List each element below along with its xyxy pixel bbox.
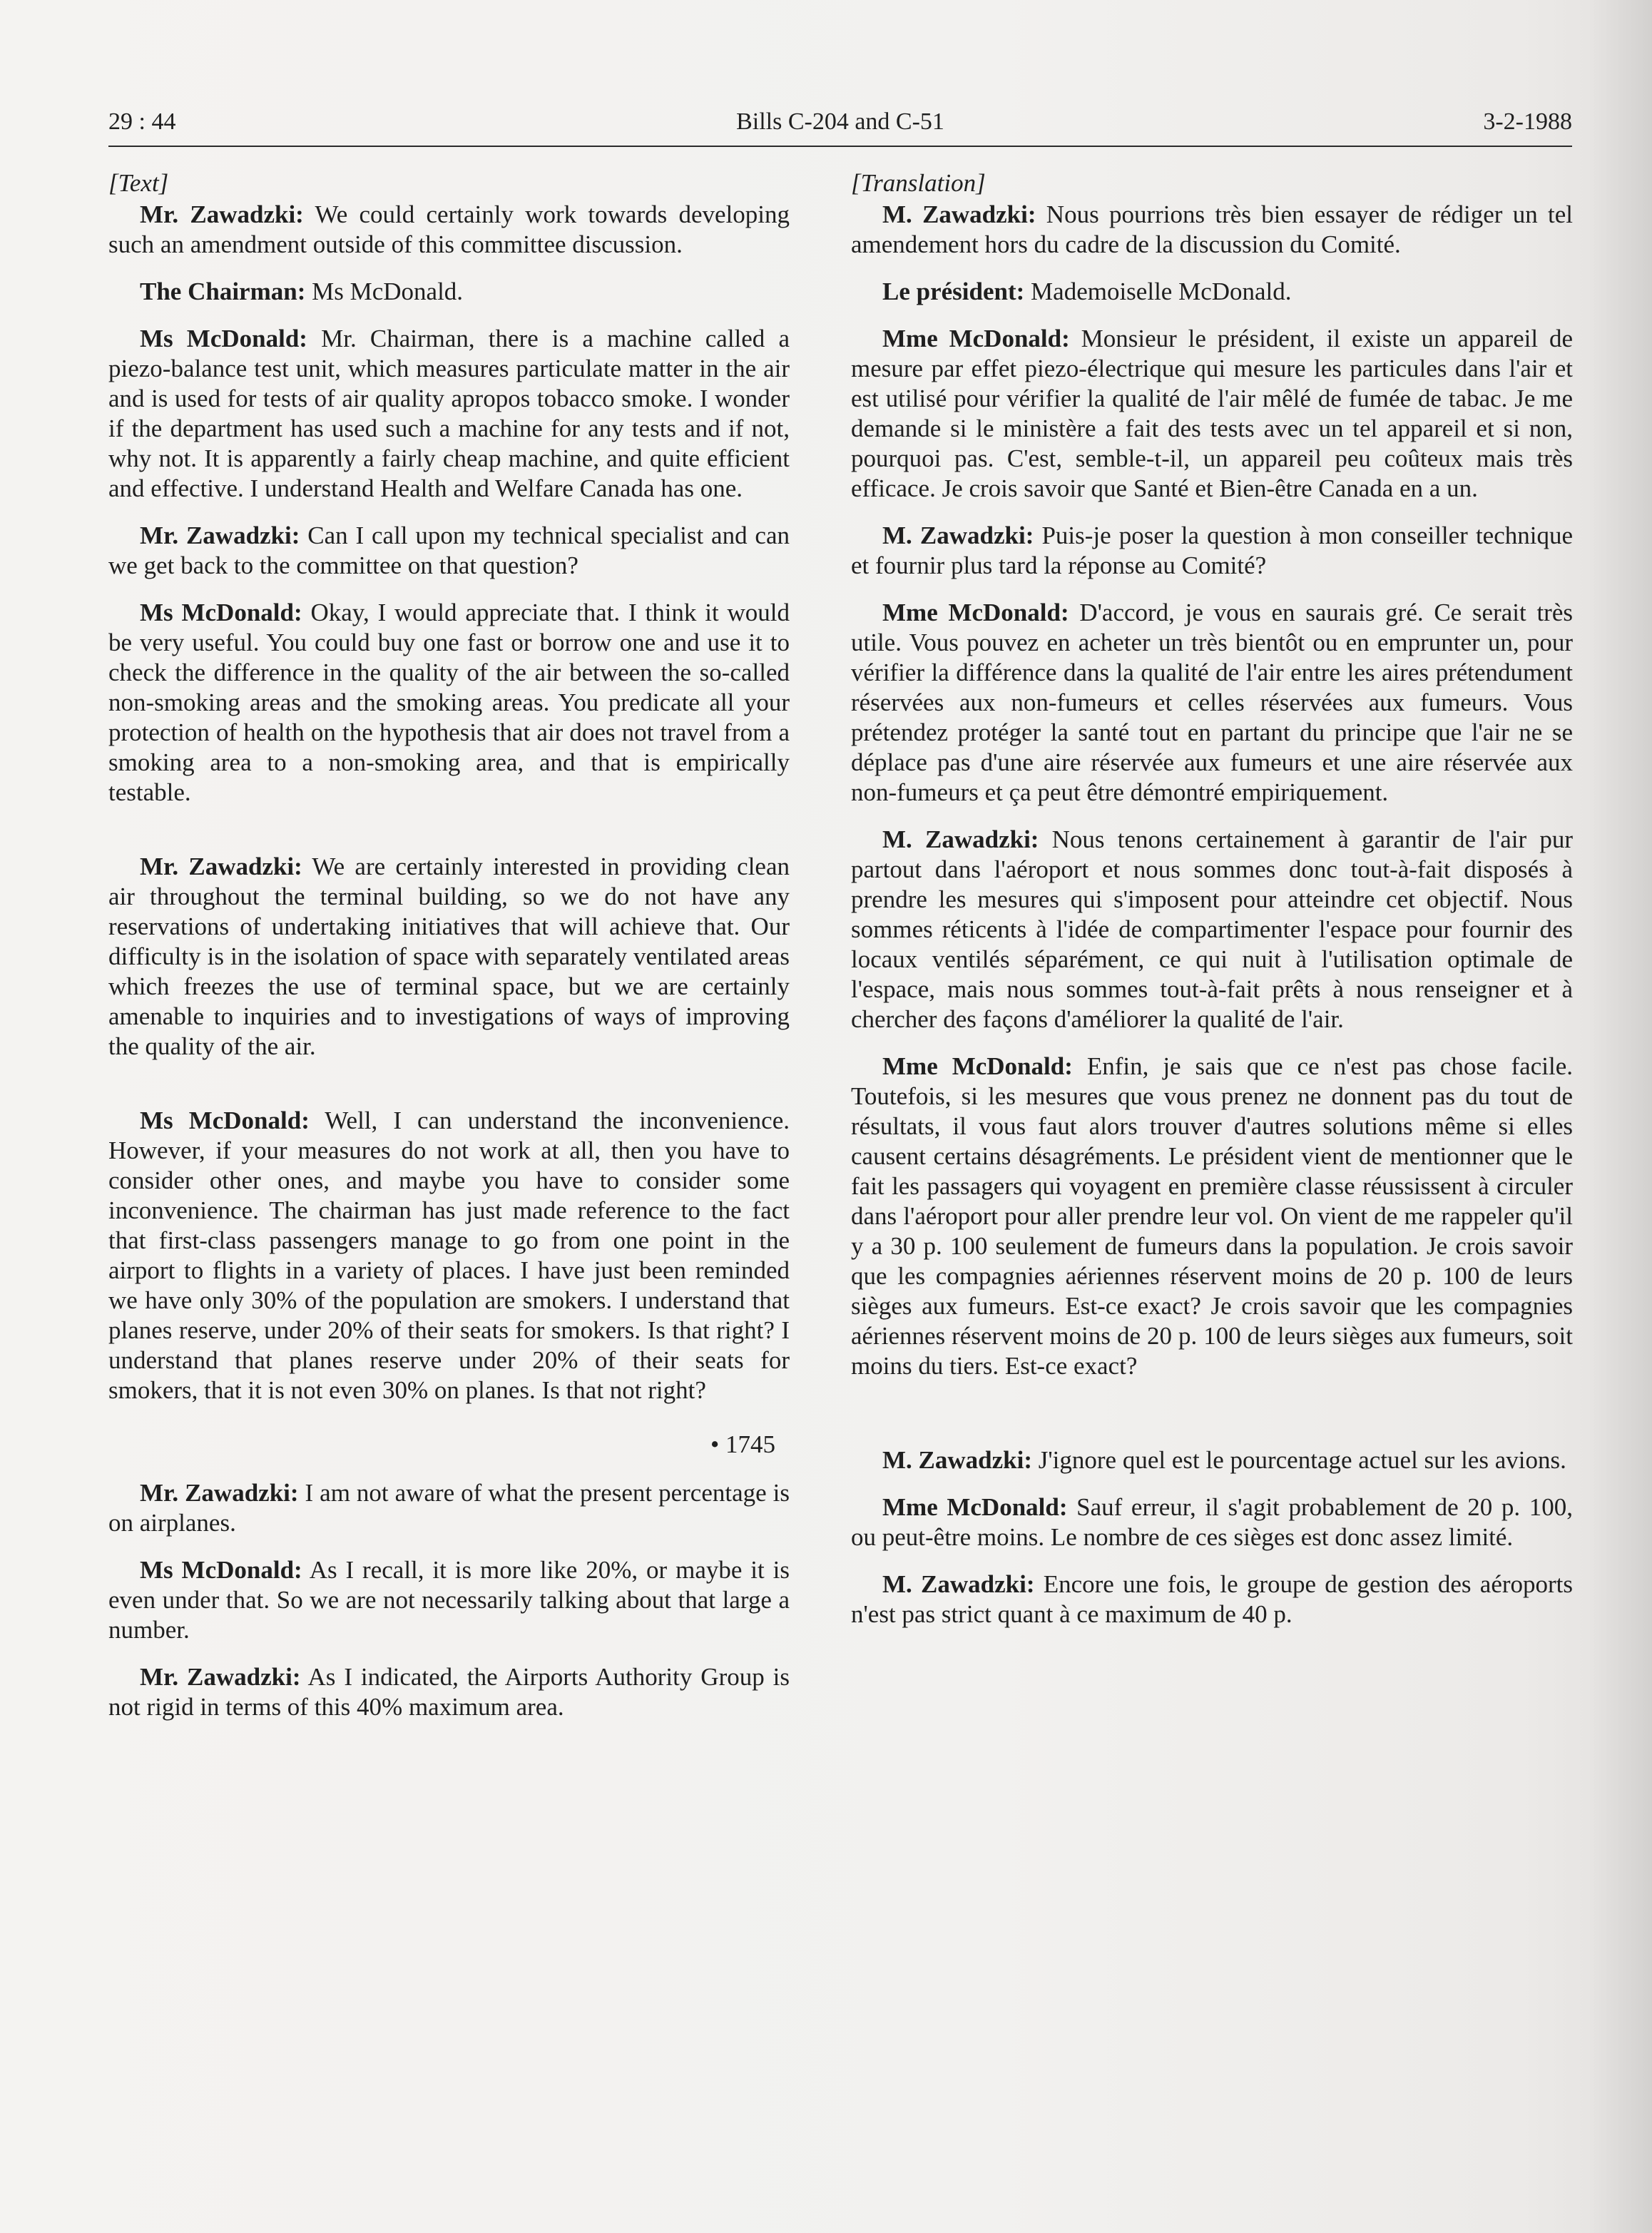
speech-paragraph xyxy=(851,200,1573,260)
speaker-name: Mme McDonald: xyxy=(882,1493,1068,1521)
speech-paragraph xyxy=(108,1478,790,1538)
speech-paragraph xyxy=(851,1445,1573,1475)
time-marker: • 1745 xyxy=(710,1430,775,1458)
speech-text: Monsieur le président, il existe un appareil de mesure par effet piezo-électrique qui mesure les particules dans l'air et est utilisé pour vérifier la qualité de l'air mêlé de fumée de tabac. Je me demande si le ministère a fait des tests avec un tel appareil et si non, pourquoi pas. C'est, semble-t-il, un appareil peu coûteux mais très efficace. Je crois savoir que Santé et Bien-être Canada en a un. xyxy=(851,325,1573,502)
speech-text: D'accord, je vous en saurais gré. Ce serait très utile. Vous pouvez en acheter un très bientôt ou en emprunter un, pour vérifier la différence dans la qualité de l'air entre les aires prétendument réservées aux non-fumeurs et celles réservées aux fumeurs. Vous prétendez protéger la santé tout en partant du principe que l'air ne se déplace pas d'une aire réservée aux fumeurs et une aire réservée aux non-fumeurs et ça peut être démontré empiriquement. xyxy=(851,599,1573,806)
speech-paragraph xyxy=(108,1106,790,1405)
speech-text: Encore une fois, le groupe de gestion des aéroports n'est pas strict quant à ce maximum de 40 p. xyxy=(851,1570,1574,1628)
speech-paragraph xyxy=(108,1662,790,1722)
speaker-name: M. Zawadzki: xyxy=(882,1570,1035,1598)
speech-paragraph xyxy=(851,1052,1573,1381)
speaker-name: Mr. Zawadzki: xyxy=(140,522,300,549)
english-column xyxy=(108,168,790,1739)
speaker-name: Ms McDonald: xyxy=(140,599,302,626)
speaker-name: M. Zawadzki: xyxy=(882,522,1034,549)
speaker-name: M. Zawadzki: xyxy=(882,825,1039,853)
speech-paragraph xyxy=(851,277,1573,307)
speech-text: Nous tenons certainement à garantir de l'air pur partout dans l'aéroport et nous sommes donc tout-à-fait disposés à prendre les mesures qui s'imposent pour atteindre cet objectif. Nous sommes réticents à l'idée de compartimenter l'espace pour fournir des locaux ventilés séparément, ce qui nuit à l'utilisation optimale de l'espace, mais nous sommes tout-à-fait prêts à nous renseigner et à chercher des façons d'améliorer la qualité de l'air. xyxy=(851,825,1574,1033)
speech-paragraph xyxy=(108,324,790,504)
speaker-name: Le président: xyxy=(882,278,1025,305)
speech-text: J'ignore quel est le pourcentage actuel sur les avions. xyxy=(1032,1446,1566,1474)
speech-text: Can I call upon my technical specialist and can we get back to the committee on that question? xyxy=(108,522,790,579)
speaker-name: Mme McDonald: xyxy=(882,325,1070,352)
binding-shadow xyxy=(1588,0,1652,2233)
speech-paragraph xyxy=(108,521,790,581)
speech-paragraph xyxy=(108,277,790,307)
speech-text: As I recall, it is more like 20%, or maybe it is even under that. So we are not necessarily talking about that large a number. xyxy=(108,1556,790,1644)
speech-paragraph xyxy=(851,598,1573,808)
speaker-name: Mr. Zawadzki: xyxy=(140,853,302,880)
section-label: [Text] xyxy=(108,169,169,197)
speech-text: Mr. Chairman, there is a machine called a piezo-balance test unit, which measures particulate matter in the air and is used for tests of air quality apropos tobacco smoke. I wonder if the department has used such a machine for any tests and if not, why not. It is apparently a fairly cheap machine, and quite efficient and effective. I understand Health and Welfare Canada has one. xyxy=(108,325,790,502)
section-label: [Translation] xyxy=(851,169,986,197)
page-title: Bills C-204 and C-51 xyxy=(736,108,944,135)
speech-text: Nous pourrions très bien essayer de rédiger un tel amendement hors du cadre de la discussion du Comité. xyxy=(851,200,1574,258)
speaker-name: The Chairman: xyxy=(140,278,306,305)
speech-paragraph xyxy=(851,825,1573,1034)
speaker-name: Mr. Zawadzki: xyxy=(140,1663,301,1691)
speech-text: Sauf erreur, il s'agit probablement de 20 p. 100, ou peut-être moins. Le nombre de ces sièges est donc assez limité. xyxy=(851,1493,1573,1551)
speaker-name: Ms McDonald: xyxy=(140,1107,310,1134)
speech-paragraph xyxy=(851,521,1573,581)
speech-text: Ms McDonald. xyxy=(305,278,464,305)
speech-text: Okay, I would appreciate that. I think it would be very useful. You could buy one fast or borrow one and use it to check the difference in the quality of the air between the so-called non-smoking areas and the smoking areas. You predicate all your protection of health on the hypothesis that air does not travel from a smoking area to a non-smoking area, and that is empirically testable. xyxy=(108,599,790,806)
speaker-name: Mme McDonald: xyxy=(882,1052,1073,1080)
speech-paragraph xyxy=(108,598,790,808)
speech-text: We are certainly interested in providing clean air throughout the terminal building, so we do not have any reservations of undertaking initiatives that will achieve that. Our difficulty is in the isolation of space with separately ventilated areas which freezes the use of terminal space, but we are certainly amenable to inquiries and to investigations of ways of improving the quality of the air. xyxy=(108,853,790,1060)
french-column xyxy=(851,168,1573,1647)
speech-paragraph xyxy=(851,1492,1573,1552)
speaker-name: Mme McDonald: xyxy=(882,599,1069,626)
speech-paragraph xyxy=(108,852,790,1062)
speech-paragraph xyxy=(851,1570,1573,1629)
header-rule xyxy=(108,146,1572,147)
speech-text: I am not aware of what the present percentage is on airplanes. xyxy=(108,1479,790,1537)
page-number: 29 : 44 xyxy=(108,108,176,135)
running-header xyxy=(108,108,1572,144)
speech-text: Puis-je poser la question à mon conseiller technique et fournir plus tard la réponse au Comité? xyxy=(851,522,1573,579)
speaker-name: Mr. Zawadzki: xyxy=(140,200,304,228)
speech-paragraph xyxy=(851,324,1573,504)
speech-text: We could certainly work towards developing such an amendment outside of this committee discussion. xyxy=(108,200,790,258)
speaker-name: Mr. Zawadzki: xyxy=(140,1479,299,1507)
speaker-name: Ms McDonald: xyxy=(140,1556,302,1584)
speaker-name: M. Zawadzki: xyxy=(882,200,1036,228)
page-date: 3-2-1988 xyxy=(1483,108,1572,135)
speaker-name: Ms McDonald: xyxy=(140,325,307,352)
speech-text: Mademoiselle McDonald. xyxy=(1024,278,1292,305)
speaker-name: M. Zawadzki: xyxy=(882,1446,1032,1474)
speech-text: Well, I can understand the inconvenience. However, if your measures do not work at all, then you have to consider other ones, and maybe you have to consider some inconvenience. The chairman has just made reference to the fact that first-class passengers manage to go from one point in the airport to flights in a variety of places. I have just been reminded we have only 30% of the population are smokers. I understand that planes reserve, under 20% of their seats for smokers. Is that right? I understand that planes reserve under 20% of their seats for smokers, that it is not even 30% on planes. Is that not right? xyxy=(108,1107,790,1404)
speech-text: Enfin, je sais que ce n'est pas chose facile. Toutefois, si les mesures que vous prenez ne donnent pas du tout de résultats, il vous faut alors trouver d'autres solutions même si elles causent certains désagréments. Le président vient de mentionner que le fait les passagers qui voyagent en première classe réussissent à circuler dans l'aéroport pour aller prendre leur vol. On vient de me rappeler qu'il y a 30 p. 100 seulement de fumeurs dans la population. Je crois savoir que les compagnies aériennes réservent moins de 20 p. 100 de leurs sièges aux fumeurs. Est-ce exact? Je crois savoir que les compagnies aériennes réservent moins de 20 p. 100 de leurs sièges aux fumeurs, soit moins du tiers. Est-ce exact? xyxy=(851,1052,1573,1380)
speech-text: As I indicated, the Airports Authority Group is not rigid in terms of this 40% maximum area. xyxy=(108,1663,790,1721)
speech-paragraph xyxy=(108,1555,790,1645)
speech-paragraph xyxy=(108,200,790,260)
